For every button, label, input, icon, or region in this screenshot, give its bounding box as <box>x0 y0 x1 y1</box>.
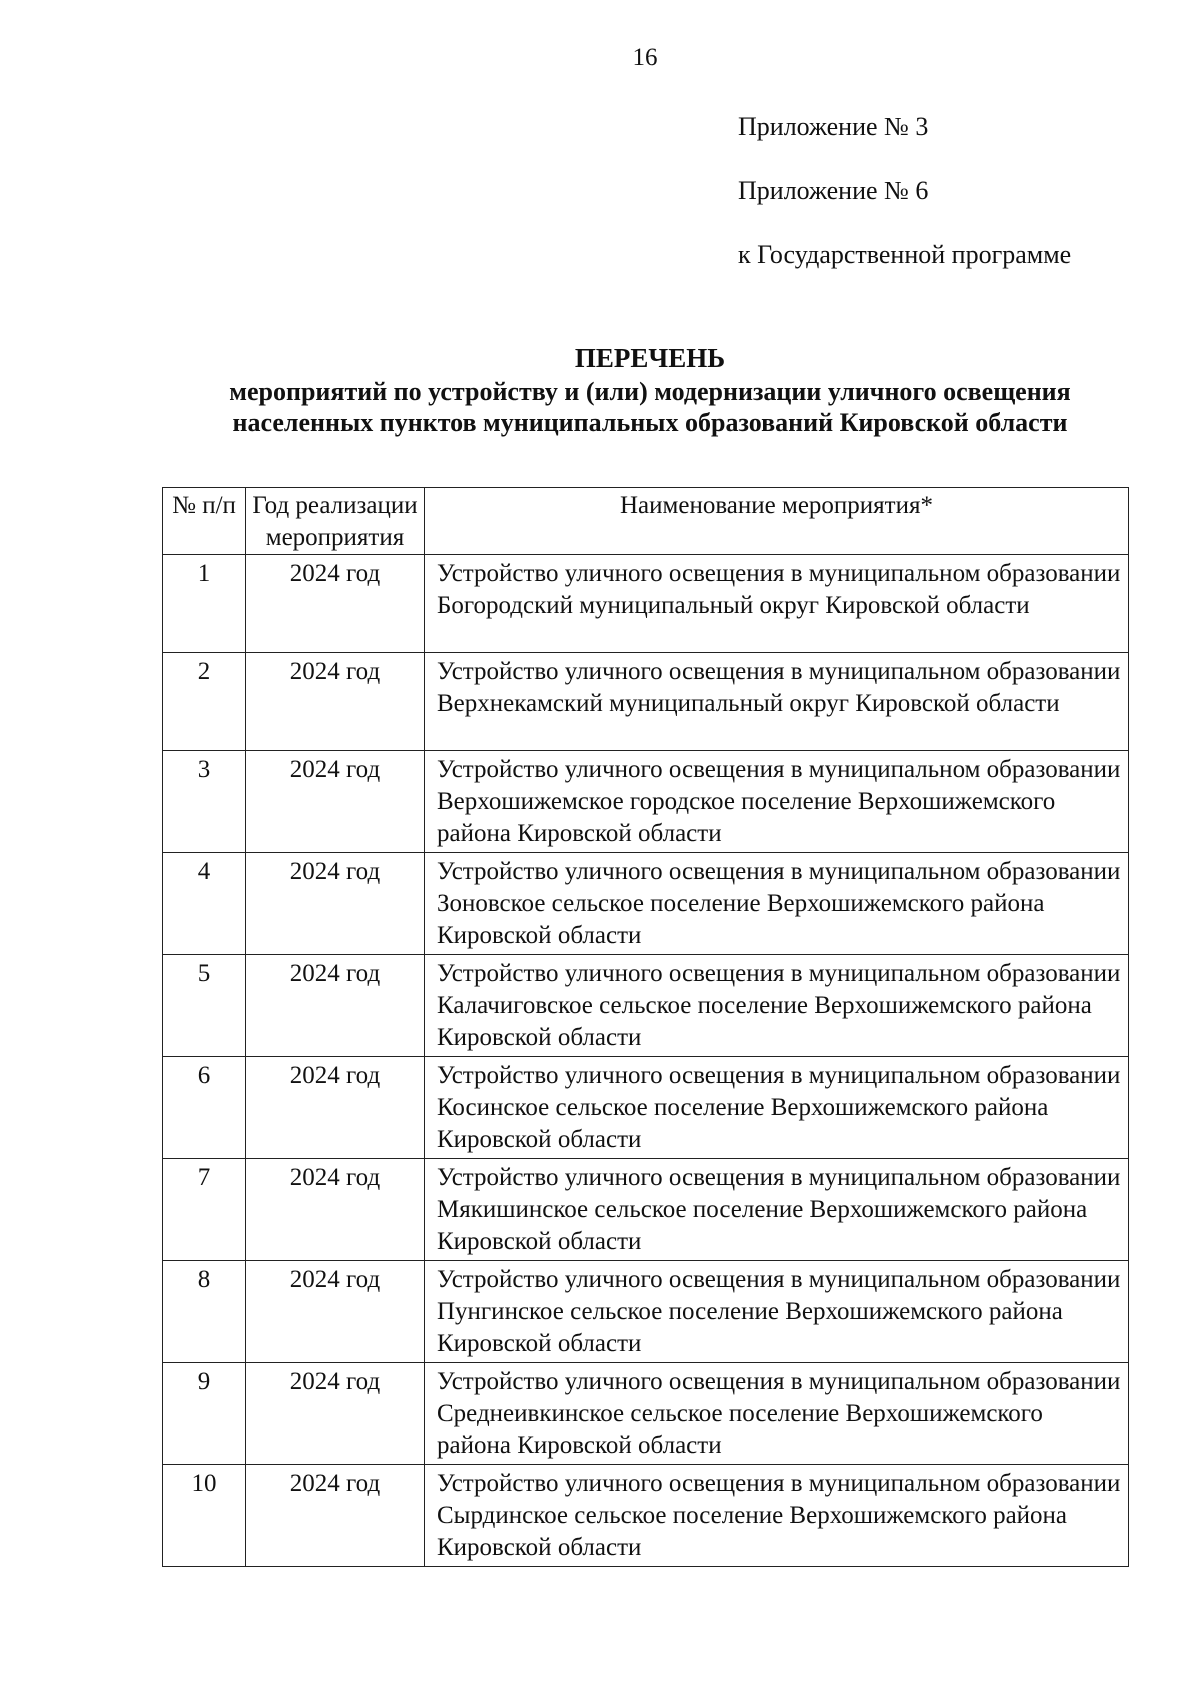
heading-line-2: населенных пунктов муниципальных образований Кировской области <box>232 408 1068 437</box>
row-desc: Устройство уличного освещения в муниципальном образовании Сырдинское сельское поселение Верхошижемского района Кировской области <box>425 1465 1129 1567</box>
row-year: 2024 год <box>246 653 425 751</box>
table-row <box>163 555 1129 653</box>
table-row <box>163 751 1129 853</box>
table-row <box>163 653 1129 751</box>
table-row <box>163 955 1129 1057</box>
page-number: 16 <box>632 44 658 71</box>
row-num: 3 <box>163 751 246 853</box>
row-year: 2024 год <box>246 1261 425 1363</box>
heading-title: ПЕРЕЧЕНЬ <box>574 343 726 373</box>
row-desc: Устройство уличного освещения в муниципальном образовании Зоновское сельское поселение Верхошижемского района Кировской области <box>425 853 1129 955</box>
row-desc: Устройство уличного освещения в муниципальном образовании Верхошижемское городское поселение Верхошижемского района Кировской области <box>425 751 1129 853</box>
row-desc: Устройство уличного освещения в муниципальном образовании Верхнекамский муниципальный округ Кировской области <box>425 653 1129 751</box>
row-num: 8 <box>163 1261 246 1363</box>
row-num: 5 <box>163 955 246 1057</box>
row-num: 9 <box>163 1363 246 1465</box>
row-desc: Устройство уличного освещения в муниципальном образовании Богородский муниципальный округ Кировской области <box>425 555 1129 653</box>
row-year: 2024 год <box>246 853 425 955</box>
table-header-row <box>163 488 1129 555</box>
row-year: 2024 год <box>246 1159 425 1261</box>
table-row <box>163 1159 1129 1261</box>
document-heading <box>150 343 1150 438</box>
row-year: 2024 год <box>246 751 425 853</box>
table-row <box>163 1261 1129 1363</box>
row-num: 4 <box>163 853 246 955</box>
row-desc: Устройство уличного освещения в муниципальном образовании Пунгинское сельское поселение Верхошижемского района Кировской области <box>425 1261 1129 1363</box>
header-num: № п/п <box>163 488 246 555</box>
header-year: Год реализации мероприятия <box>246 488 425 555</box>
row-year: 2024 год <box>246 1057 425 1159</box>
header-name: Наименование мероприятия* <box>425 488 1129 555</box>
row-num: 7 <box>163 1159 246 1261</box>
row-desc: Устройство уличного освещения в муниципальном образовании Среднеивкинское сельское поселение Верхошижемского района Кировской области <box>425 1363 1129 1465</box>
row-num: 10 <box>163 1465 246 1567</box>
appendix-line-2: Приложение № 6 <box>738 176 929 205</box>
appendix-line-3: к Государственной программе <box>738 240 1072 269</box>
row-num: 2 <box>163 653 246 751</box>
row-desc: Устройство уличного освещения в муниципальном образовании Косинское сельское поселение Верхошижемского района Кировской области <box>425 1057 1129 1159</box>
table-row <box>163 1363 1129 1465</box>
row-year: 2024 год <box>246 555 425 653</box>
row-num: 6 <box>163 1057 246 1159</box>
table-row <box>163 1057 1129 1159</box>
table-row <box>163 1465 1129 1567</box>
row-year: 2024 год <box>246 1363 425 1465</box>
heading-line-1: мероприятий по устройству и (или) модернизации уличного освещения <box>229 377 1071 406</box>
row-year: 2024 год <box>246 955 425 1057</box>
table-row <box>163 853 1129 955</box>
appendix-line-1: Приложение № 3 <box>738 112 929 141</box>
events-table <box>162 487 1129 1567</box>
row-year: 2024 год <box>246 1465 425 1567</box>
row-desc: Устройство уличного освещения в муниципальном образовании Мякишинское сельское поселение Верхошижемского района Кировской области <box>425 1159 1129 1261</box>
row-num: 1 <box>163 555 246 653</box>
row-desc: Устройство уличного освещения в муниципальном образовании Калачиговское сельское поселение Верхошижемского района Кировской области <box>425 955 1129 1057</box>
